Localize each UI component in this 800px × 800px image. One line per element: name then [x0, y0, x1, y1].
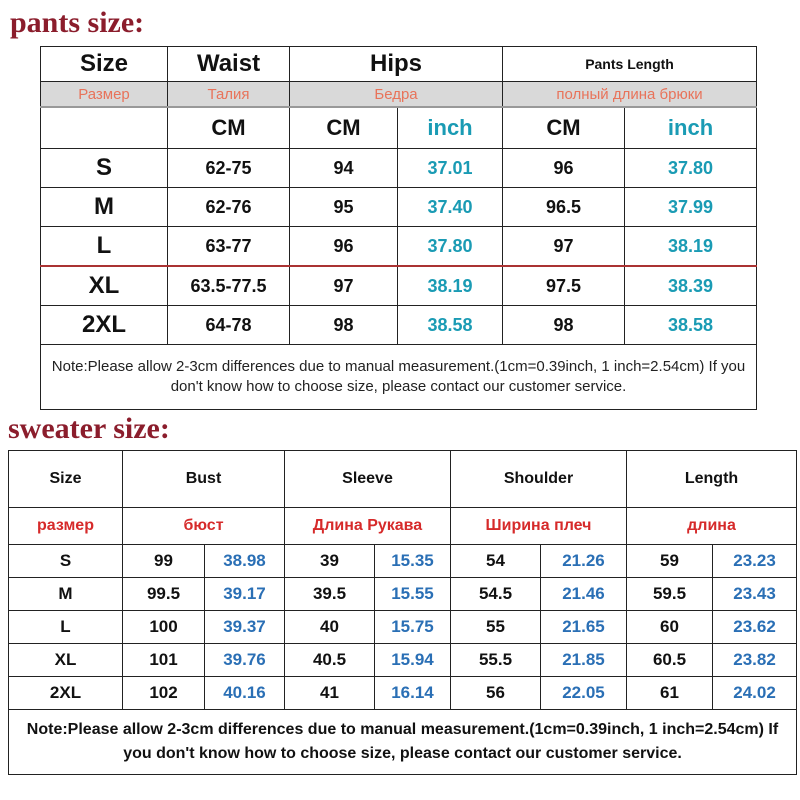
- shoulder-inch-cell: 22.05: [541, 677, 627, 710]
- length-cm-cell: 59: [627, 545, 713, 578]
- sleeve-inch-cell: 15.94: [375, 644, 451, 677]
- waist-cell: 62-75: [168, 149, 290, 188]
- sweater-header-size: Size: [9, 451, 123, 508]
- sleeve-cm-cell: 39.5: [285, 578, 375, 611]
- pants-units-row: [41, 107, 757, 149]
- size-cell: M: [9, 578, 123, 611]
- length-cm-cell: 97: [503, 227, 625, 267]
- sweater-row-l: [9, 611, 797, 644]
- sleeve-inch-cell: 16.14: [375, 677, 451, 710]
- pants-unit-length-inch: inch: [625, 107, 757, 149]
- pants-header-ru-hips: Бедра: [290, 82, 503, 108]
- hips-cm-cell: 95: [290, 188, 398, 227]
- sweater-header-row: [9, 451, 797, 508]
- sleeve-cm-cell: 41: [285, 677, 375, 710]
- length-cm-cell: 60.5: [627, 644, 713, 677]
- pants-row-2xl: [41, 306, 757, 345]
- hips-cm-cell: 96: [290, 227, 398, 267]
- size-cell: XL: [41, 266, 168, 306]
- size-cell: S: [41, 149, 168, 188]
- bust-inch-cell: 38.98: [205, 545, 285, 578]
- sweater-row-2xl: [9, 677, 797, 710]
- sweater-header-shoulder: Shoulder: [451, 451, 627, 508]
- hips-inch-cell: 37.01: [398, 149, 503, 188]
- length-inch-cell: 37.80: [625, 149, 757, 188]
- pants-unit-length-cm: CM: [503, 107, 625, 149]
- length-inch-cell: 38.39: [625, 266, 757, 306]
- hips-inch-cell: 37.40: [398, 188, 503, 227]
- sleeve-inch-cell: 15.75: [375, 611, 451, 644]
- shoulder-cm-cell: 55: [451, 611, 541, 644]
- bust-inch-cell: 39.37: [205, 611, 285, 644]
- sleeve-inch-cell: 15.35: [375, 545, 451, 578]
- size-cell: M: [41, 188, 168, 227]
- bust-cm-cell: 99.5: [123, 578, 205, 611]
- sleeve-inch-cell: 15.55: [375, 578, 451, 611]
- pants-header-ru-size: Размер: [41, 82, 168, 108]
- sweater-header-sleeve: Sleeve: [285, 451, 451, 508]
- pants-row-l: [41, 227, 757, 267]
- pants-unit-waist-cm: CM: [168, 107, 290, 149]
- length-cm-cell: 60: [627, 611, 713, 644]
- pants-header-ru-length: полный длина брюки: [503, 82, 757, 108]
- sweater-size-table: [8, 450, 797, 775]
- shoulder-inch-cell: 21.65: [541, 611, 627, 644]
- sweater-row-s: [9, 545, 797, 578]
- pants-header-row: [41, 47, 757, 82]
- size-cell: XL: [9, 644, 123, 677]
- pants-header-ru-row: [41, 82, 757, 108]
- pants-header-size: Size: [41, 47, 168, 82]
- pants-unit-hips-inch: inch: [398, 107, 503, 149]
- hips-inch-cell: 38.19: [398, 266, 503, 306]
- sweater-row-m: [9, 578, 797, 611]
- hips-cm-cell: 97: [290, 266, 398, 306]
- pants-size-title: pants size:: [10, 6, 145, 39]
- sweater-header-ru-sleeve: Длина Рукава: [285, 508, 451, 545]
- length-inch-cell: 23.23: [713, 545, 797, 578]
- length-inch-cell: 38.19: [625, 227, 757, 267]
- waist-cell: 64-78: [168, 306, 290, 345]
- length-cm-cell: 59.5: [627, 578, 713, 611]
- size-cell: L: [9, 611, 123, 644]
- pants-row-m: [41, 188, 757, 227]
- pants-row-s: [41, 149, 757, 188]
- sweater-header-ru-length: длина: [627, 508, 797, 545]
- sweater-row-xl: [9, 644, 797, 677]
- pants-header-length: Pants Length: [503, 47, 757, 82]
- length-inch-cell: 23.82: [713, 644, 797, 677]
- waist-cell: 63.5-77.5: [168, 266, 290, 306]
- pants-unit-hips-cm: CM: [290, 107, 398, 149]
- length-inch-cell: 37.99: [625, 188, 757, 227]
- shoulder-cm-cell: 54: [451, 545, 541, 578]
- length-cm-cell: 61: [627, 677, 713, 710]
- size-cell: 2XL: [41, 306, 168, 345]
- length-cm-cell: 98: [503, 306, 625, 345]
- bust-inch-cell: 40.16: [205, 677, 285, 710]
- sweater-size-title: sweater size:: [8, 412, 170, 445]
- bust-cm-cell: 100: [123, 611, 205, 644]
- sweater-header-ru-size: размер: [9, 508, 123, 545]
- sweater-header-bust: Bust: [123, 451, 285, 508]
- pants-note: Note:Please allow 2-3cm differences due to manual measurement.(1cm=0.39inch, 1 inch=2.54cm) If you don't know how to choose size, please contact our customer service.: [41, 345, 757, 410]
- shoulder-cm-cell: 55.5: [451, 644, 541, 677]
- pants-row-xl: [41, 266, 757, 306]
- hips-inch-cell: 38.58: [398, 306, 503, 345]
- sleeve-cm-cell: 40: [285, 611, 375, 644]
- hips-inch-cell: 37.80: [398, 227, 503, 267]
- length-cm-cell: 97.5: [503, 266, 625, 306]
- pants-units-blank: [41, 107, 168, 149]
- pants-header-ru-waist: Талия: [168, 82, 290, 108]
- length-cm-cell: 96: [503, 149, 625, 188]
- bust-inch-cell: 39.76: [205, 644, 285, 677]
- length-inch-cell: 24.02: [713, 677, 797, 710]
- sweater-header-ru-shoulder: Ширина плеч: [451, 508, 627, 545]
- shoulder-inch-cell: 21.85: [541, 644, 627, 677]
- pants-header-hips: Hips: [290, 47, 503, 82]
- sweater-header-ru-row: [9, 508, 797, 545]
- length-inch-cell: 38.58: [625, 306, 757, 345]
- hips-cm-cell: 94: [290, 149, 398, 188]
- shoulder-inch-cell: 21.46: [541, 578, 627, 611]
- length-inch-cell: 23.62: [713, 611, 797, 644]
- shoulder-cm-cell: 54.5: [451, 578, 541, 611]
- hips-cm-cell: 98: [290, 306, 398, 345]
- bust-cm-cell: 99: [123, 545, 205, 578]
- length-cm-cell: 96.5: [503, 188, 625, 227]
- shoulder-cm-cell: 56: [451, 677, 541, 710]
- bust-cm-cell: 101: [123, 644, 205, 677]
- length-inch-cell: 23.43: [713, 578, 797, 611]
- shoulder-inch-cell: 21.26: [541, 545, 627, 578]
- size-cell: S: [9, 545, 123, 578]
- pants-note-row: [41, 345, 757, 410]
- sweater-note-row: [9, 710, 797, 775]
- sweater-note: Note:Please allow 2-3cm differences due to manual measurement.(1cm=0.39inch, 1 inch=2.54cm) If you don't know how to choose size, please contact our customer service.: [9, 710, 797, 775]
- bust-cm-cell: 102: [123, 677, 205, 710]
- pants-header-waist: Waist: [168, 47, 290, 82]
- sweater-header-length: Length: [627, 451, 797, 508]
- sleeve-cm-cell: 39: [285, 545, 375, 578]
- size-cell: 2XL: [9, 677, 123, 710]
- sweater-header-ru-bust: бюст: [123, 508, 285, 545]
- waist-cell: 62-76: [168, 188, 290, 227]
- waist-cell: 63-77: [168, 227, 290, 267]
- size-cell: L: [41, 227, 168, 267]
- sleeve-cm-cell: 40.5: [285, 644, 375, 677]
- pants-size-table: [40, 46, 757, 410]
- bust-inch-cell: 39.17: [205, 578, 285, 611]
